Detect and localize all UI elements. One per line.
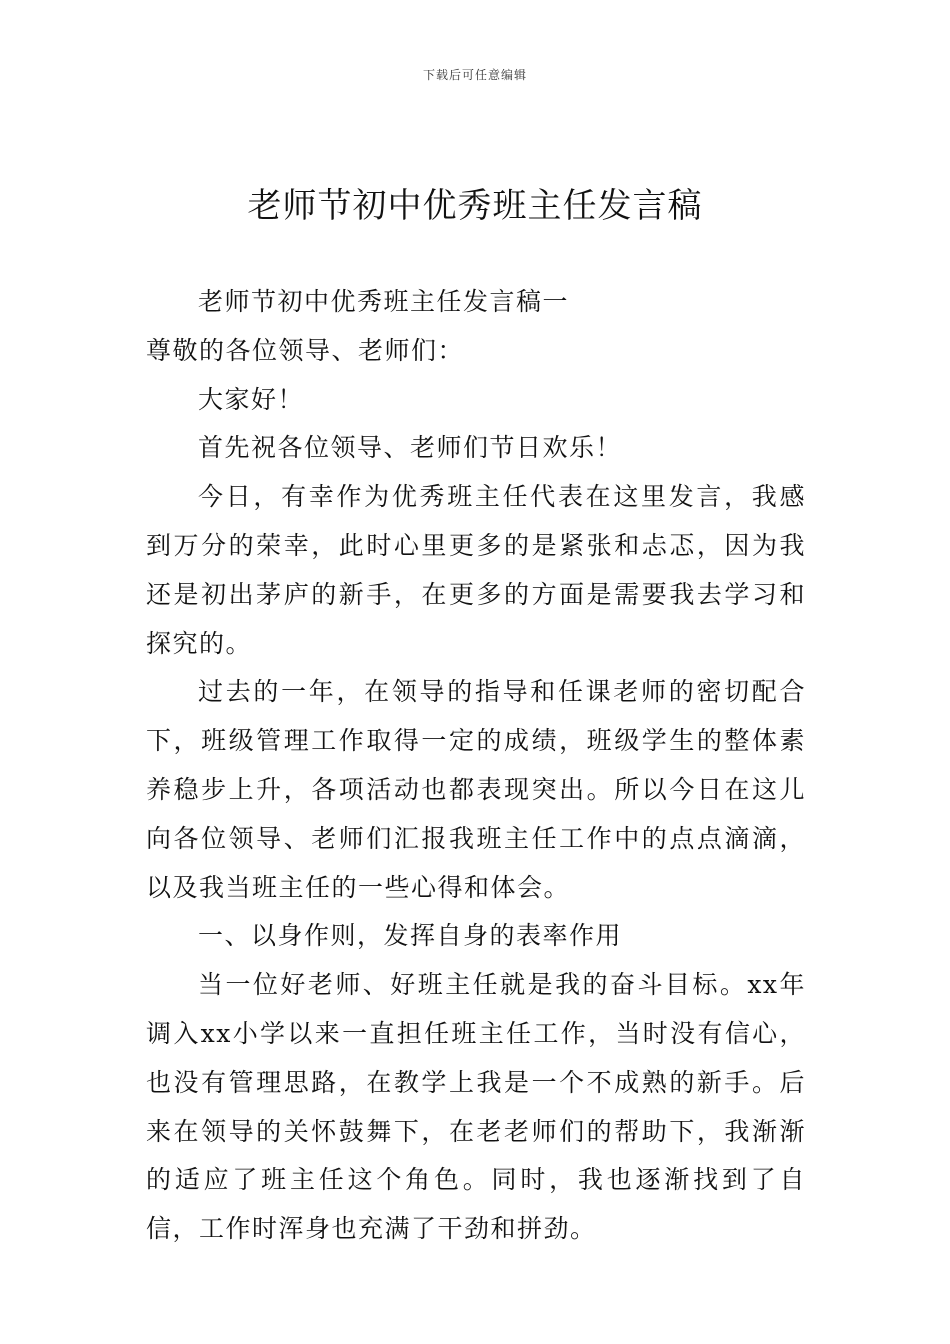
document-title: 老师节初中优秀班主任发言稿 <box>247 186 703 226</box>
section-heading: 老师节初中优秀班主任发言稿一 <box>198 287 570 316</box>
subsection-heading: 一、以身作则，发挥自身的表率作用 <box>198 921 623 951</box>
paragraph: 过去的一年，在领导的指导和任课老师的密切配合下，班级管理工作取得一定的成绩，班级学生的整体素养稳步上升，各项活动也都表现突出。所以今日在这儿向各位领导、老师们汇报我班主任工作中的点点滴滴，以及我当班主任的一些心得和体会。 <box>146 677 806 902</box>
document-body <box>146 278 806 1254</box>
paragraph: 首先祝各位领导、老师们节日欢乐！ <box>198 433 623 463</box>
salutation: 尊敬的各位领导、老师们： <box>146 335 465 365</box>
header-note: 下载后可任意编辑 <box>422 68 527 82</box>
paragraph: 今日，有幸作为优秀班主任代表在这里发言，我感到万分的荣幸，此时心里更多的是紧张和忐忑，因为我还是初出茅庐的新手，在更多的方面是需要我去学习和探究的。 <box>146 482 806 658</box>
paragraph: 当一位好老师、好班主任就是我的奋斗目标。xx年调入xx小学以来一直担任班主任工作，当时没有信心，也没有管理思路，在教学上我是一个不成熟的新手。后来在领导的关怀鼓舞下，在老老师们的帮助下，我渐渐的适应了班主任这个角色。同时，我也逐渐找到了自信，工作时浑身也充满了干劲和拼劲。 <box>146 970 806 1244</box>
greeting: 大家好！ <box>198 384 305 414</box>
